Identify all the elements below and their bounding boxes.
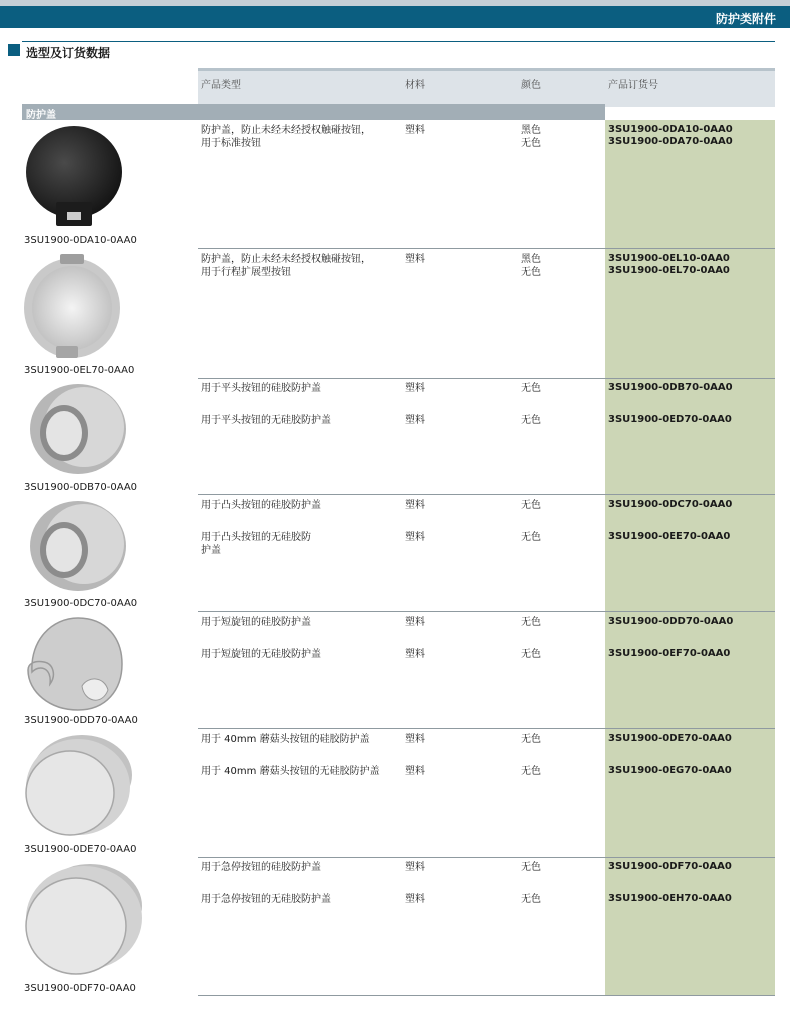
- color-cell: 黑色 无色: [521, 125, 541, 149]
- column-header-color: 颜色: [521, 80, 541, 91]
- product-type-cell: 用于平头按钮的无硅胶防护盖: [201, 415, 331, 426]
- order-number-cell: 3SU1900-0DF70-0AA0: [608, 861, 732, 872]
- material-cell: 塑料: [405, 617, 425, 628]
- group-divider: [198, 857, 775, 858]
- product-caption: 3SU1900-0DC70-0AA0: [24, 598, 138, 609]
- table-header: [198, 68, 775, 107]
- section-title: 选型及订货数据: [26, 46, 111, 60]
- boot-raised-icon: [22, 498, 134, 598]
- protective-cap-black-icon: [22, 120, 134, 232]
- order-number-cell: 3SU1900-0DA10-0AA0 3SU1900-0DA70-0AA0: [608, 124, 733, 147]
- order-number-cell: 3SU1900-0EG70-0AA0: [608, 765, 732, 776]
- column-header-material: 材料: [405, 80, 425, 91]
- color-cell: 黑色 无色: [521, 254, 541, 278]
- product-caption: 3SU1900-0EL70-0AA0: [24, 365, 135, 376]
- color-cell: 无色: [521, 894, 541, 905]
- section-rule: [22, 41, 775, 42]
- product-type-cell: 用于凸头按钮的无硅胶防 护盖: [201, 532, 311, 556]
- material-cell: 塑料: [405, 862, 425, 873]
- product-type-cell: 用于凸头按钮的硅胶防护盖: [201, 500, 321, 511]
- material-cell: 塑料: [405, 734, 425, 745]
- boot-flat-icon: [22, 381, 134, 481]
- color-cell: 无色: [521, 734, 541, 745]
- order-number-cell: 3SU1900-0EF70-0AA0: [608, 648, 731, 659]
- order-number-cell: 3SU1900-0EL10-0AA0 3SU1900-0EL70-0AA0: [608, 253, 730, 276]
- color-cell: 无色: [521, 415, 541, 426]
- material-cell: 塑料: [405, 532, 425, 543]
- boot-emergency-stop-icon: [22, 860, 146, 980]
- color-cell: 无色: [521, 617, 541, 628]
- material-cell: 塑料: [405, 894, 425, 905]
- material-cell: 塑料: [405, 500, 425, 511]
- section-marker: [8, 44, 20, 56]
- product-type-cell: 用于急停按钮的硅胶防护盖: [201, 862, 321, 873]
- product-type-cell: 防护盖，防止未经未经授权触碰按钮， 用于标准按钮: [201, 125, 371, 149]
- order-number-cell: 3SU1900-0DD70-0AA0: [608, 616, 734, 627]
- order-number-cell: 3SU1900-0DC70-0AA0: [608, 499, 733, 510]
- group-divider: [198, 728, 775, 729]
- product-caption: 3SU1900-0DD70-0AA0: [24, 715, 138, 726]
- color-cell: 无色: [521, 500, 541, 511]
- material-cell: 塑料: [405, 649, 425, 660]
- material-cell: 塑料: [405, 254, 425, 265]
- color-cell: 无色: [521, 862, 541, 873]
- product-type-cell: 用于急停按钮的无硅胶防护盖: [201, 894, 331, 905]
- group-divider: [198, 611, 775, 612]
- column-header-order-no: 产品订货号: [608, 80, 658, 91]
- product-caption: 3SU1900-0DF70-0AA0: [24, 983, 136, 994]
- column-header-type: 产品类型: [201, 80, 241, 91]
- header-banner: [0, 6, 790, 28]
- product-type-cell: 用于 40mm 蘑菇头按钮的无硅胶防护盖: [201, 766, 380, 777]
- order-number-cell: 3SU1900-0EH70-0AA0: [608, 893, 732, 904]
- boot-mushroom-40-icon: [22, 731, 134, 841]
- color-cell: 无色: [521, 649, 541, 660]
- group-divider: [198, 494, 775, 495]
- category-bar: [22, 104, 605, 120]
- color-cell: 无色: [521, 766, 541, 777]
- table-bottom-rule: [198, 995, 775, 996]
- product-type-cell: 用于短旋钮的无硅胶防护盖: [201, 649, 321, 660]
- order-number-cell: 3SU1900-0ED70-0AA0: [608, 414, 732, 425]
- order-number-cell: 3SU1900-0DE70-0AA0: [608, 733, 732, 744]
- product-caption: 3SU1900-0DE70-0AA0: [24, 844, 137, 855]
- group-divider: [198, 248, 775, 249]
- product-type-cell: 用于 40mm 蘑菇头按钮的硅胶防护盖: [201, 734, 370, 745]
- material-cell: 塑料: [405, 125, 425, 136]
- boot-selector-icon: [22, 614, 134, 714]
- material-cell: 塑料: [405, 383, 425, 394]
- order-number-cell: 3SU1900-0EE70-0AA0: [608, 531, 731, 542]
- product-type-cell: 用于平头按钮的硅胶防护盖: [201, 383, 321, 394]
- page-title: 防护类附件: [715, 12, 776, 26]
- material-cell: 塑料: [405, 766, 425, 777]
- protective-cap-clear-icon: [22, 250, 134, 362]
- product-caption: 3SU1900-0DA10-0AA0: [24, 235, 137, 246]
- category-label: 防护盖: [26, 110, 56, 121]
- group-divider: [198, 378, 775, 379]
- color-cell: 无色: [521, 383, 541, 394]
- color-cell: 无色: [521, 532, 541, 543]
- order-number-cell: 3SU1900-0DB70-0AA0: [608, 382, 733, 393]
- material-cell: 塑料: [405, 415, 425, 426]
- product-type-cell: 用于短旋钮的硅胶防护盖: [201, 617, 311, 628]
- product-caption: 3SU1900-0DB70-0AA0: [24, 482, 138, 493]
- product-type-cell: 防护盖，防止未经未经授权触碰按钮， 用于行程扩展型按钮: [201, 254, 371, 278]
